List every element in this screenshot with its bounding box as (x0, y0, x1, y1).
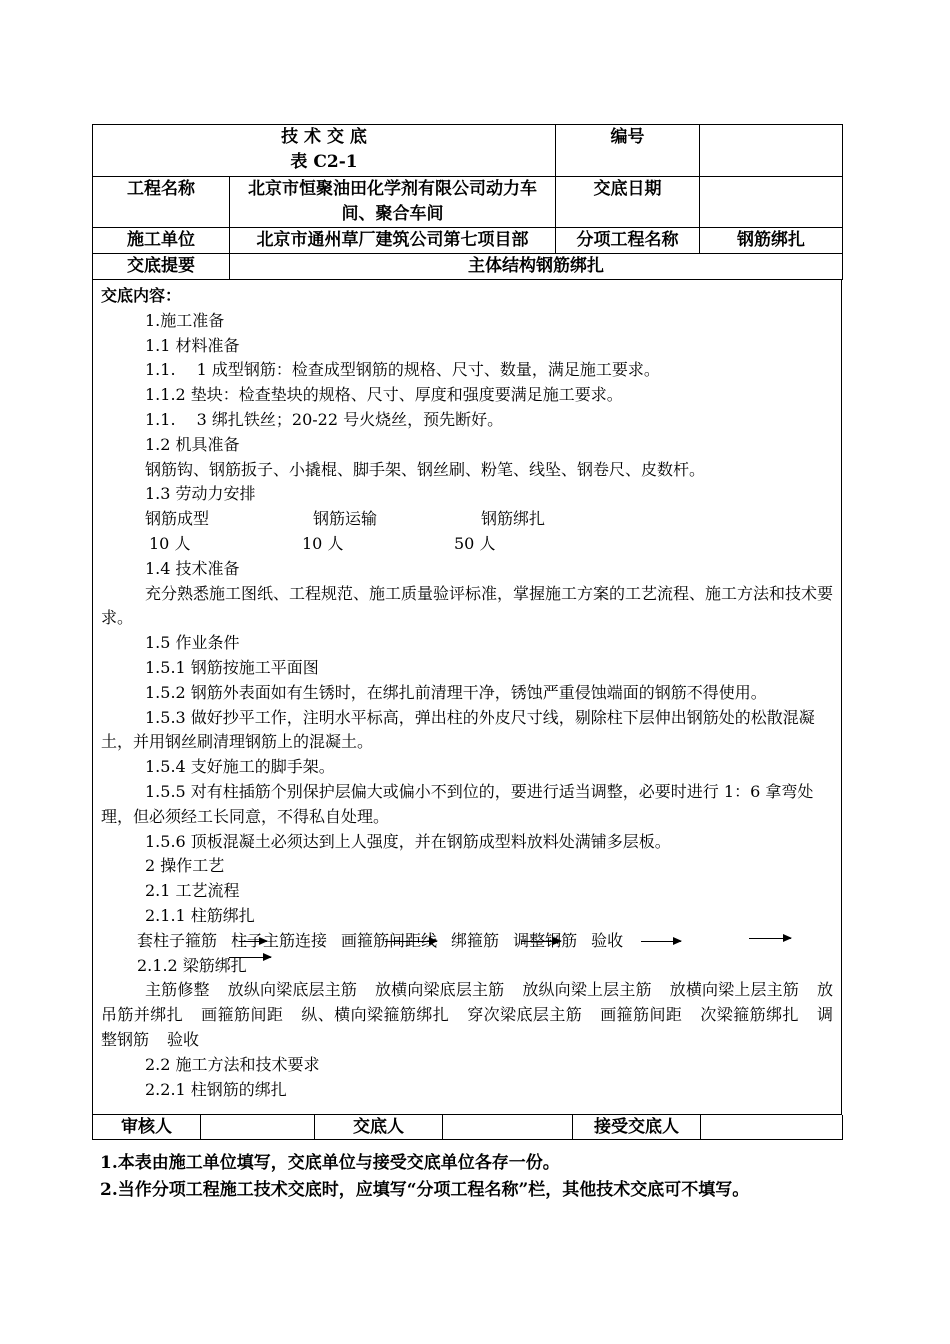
labor-count: 10 人 (302, 533, 344, 553)
content-line: 1.1.2 垫块：检查垫块的规格、尺寸、厚度和强度要满足施工要求。 (145, 385, 623, 405)
summary-label: 交底提要 (93, 254, 230, 280)
content-line: 2.2.1 柱钢筋的绑扎 (145, 1079, 287, 1099)
date-label: 交底日期 (556, 177, 700, 228)
arrow-right-icon (385, 941, 437, 942)
flow-step: 套柱子箍筋 (137, 930, 218, 950)
content-line: 1.3 劳动力安排 (145, 484, 256, 504)
project-name-label: 工程名称 (93, 177, 230, 228)
labor-role: 钢筋绑扎 (481, 509, 546, 529)
receiver-label: 接受交底人 (573, 1115, 701, 1140)
content-line: 2.1 工艺流程 (145, 881, 240, 901)
form-title-cell (93, 125, 556, 177)
content-line: 1.5.5 对有柱插筋个别保护层偏大或偏小不到位的，要进行适当调整，必要时进行 1：6 拿弯处理，但必须经工长同意，不得私自处理。 (101, 781, 814, 826)
form-number: 表 C2-1 (290, 152, 358, 172)
arrow-right-icon (239, 941, 267, 942)
content-line: 1.2 机具准备 (145, 434, 240, 454)
flow-step: 画箍筋间距 (600, 1005, 683, 1025)
flow-step: 验收 (591, 930, 624, 950)
flow-step: 放吊筋并绑扎 (101, 980, 833, 1025)
content-line: 1.1 材料准备 (145, 335, 240, 355)
arrow-right-icon (641, 941, 681, 942)
flow-step: 调整钢筋 (513, 930, 578, 950)
discloser-label: 交底人 (315, 1115, 443, 1140)
signature-table (92, 1115, 843, 1140)
flow-step: 放纵向梁上层主筋 (522, 980, 652, 1000)
column-flow (101, 929, 833, 954)
content-line: 充分熟悉施工图纸、工程规范、施工质量验评标准，掌握施工方案的工艺流程、施工方法和技术要求。 (101, 583, 834, 628)
disclosure-form (92, 124, 842, 1140)
discloser-value[interactable] (443, 1115, 573, 1140)
flow-step: 调整钢筋 (101, 1005, 833, 1049)
header-table (92, 124, 843, 280)
contractor-value: 北京市通州草厂建筑公司第七项目部 (230, 228, 556, 254)
flow-step: 放纵向梁底层主筋 (227, 980, 357, 1000)
flow-step: 放横向梁上层主筋 (669, 980, 799, 1000)
content-line: 1.1. 1 成型钢筋：检查成型钢筋的规格、尺寸、数量，满足施工要求。 (145, 360, 660, 380)
flow-step: 主筋修整 (145, 980, 210, 1000)
content-line: 1.5.4 支好施工的脚手架。 (145, 757, 335, 777)
content-line: 1.5.2 钢筋外表面如有生锈时，在绑扎前清理干净，锈蚀严重侵蚀端面的钢筋不得使用。 (145, 682, 767, 702)
content-line: 1.施工准备 (145, 310, 225, 330)
labor-count: 50 人 (454, 533, 496, 553)
flow-step: 柱子主筋连接 (231, 930, 328, 950)
content-line: 1.5.1 钢筋按施工平面图 (145, 657, 319, 677)
flow-step: 穿次梁底层主筋 (467, 1005, 583, 1025)
flow-step: 画箍筋间距线 (341, 930, 438, 950)
date-value[interactable] (700, 177, 843, 228)
content-line: 1.5.6 顶板混凝土必须达到上人强度，并在钢筋成型料放料处满铺多层板。 (145, 831, 671, 851)
labor-roles-row (101, 507, 833, 532)
content-label: 交底内容： (101, 286, 182, 305)
content-line: 2.1.1 柱筋绑扎 (145, 905, 255, 925)
subproject-value: 钢筋绑扎 (700, 228, 843, 254)
flow-step: 绑箍筋 (451, 930, 500, 950)
labor-counts-row (101, 532, 833, 557)
labor-role: 钢筋成型 (145, 509, 210, 529)
receiver-value[interactable] (701, 1115, 843, 1140)
content-line: 2 操作工艺 (145, 856, 225, 876)
content-line: 钢筋钩、钢筋扳子、小撬棍、脚手架、钢丝刷、粉笔、线坠、钢卷尺、皮数杆。 (145, 459, 706, 479)
content-line: 1.5 作业条件 (145, 633, 240, 653)
number-label: 编号 (556, 125, 700, 177)
flow-step: 画箍筋间距 (201, 1005, 284, 1025)
content-line: 1.4 技术准备 (145, 558, 240, 578)
form-title: 技 术 交 底 (281, 127, 367, 147)
flow-step: 纵、横向梁箍筋绑扎 (301, 1005, 450, 1025)
flow-step: 放横向梁底层主筋 (375, 980, 505, 1000)
disclosure-content (92, 280, 842, 1115)
content-line: 1.5.3 做好抄平工作，注明水平标高，弹出柱的外皮尺寸线，剔除柱下层伸出钢筋处的松散混凝土，并用钢丝刷清理钢筋上的混凝土。 (101, 707, 815, 752)
flow-step: 验收 (167, 1029, 200, 1049)
content-line: 2.2 施工方法和技术要求 (145, 1054, 320, 1074)
note-1: 1.本表由施工单位填写，交底单位与接受交底单位各存一份。 (100, 1153, 560, 1173)
reviewer-label: 审核人 (93, 1115, 201, 1140)
beam-flow (101, 978, 833, 1052)
reviewer-value[interactable] (201, 1115, 315, 1140)
subproject-label: 分项工程名称 (556, 228, 700, 254)
note-2: 2.当作分项工程施工技术交底时，应填写“分项工程名称”栏，其他技术交底可不填写。 (100, 1180, 750, 1200)
arrow-right-icon (521, 941, 561, 942)
summary-value: 主体结构钢筋绑扎 (230, 254, 843, 280)
arrow-right-icon (749, 938, 791, 939)
arrow-right-icon (229, 957, 271, 958)
labor-role: 钢筋运输 (313, 509, 378, 529)
flow-step: 次梁箍筋绑扎 (700, 1005, 799, 1025)
labor-count: 10 人 (149, 533, 191, 553)
project-name-value: 北京市恒聚油田化学剂有限公司动力车间、聚合车间 (230, 177, 556, 228)
number-value[interactable] (700, 125, 843, 177)
content-line: 1.1. 3 绑扎铁丝；20-22 号火烧丝，预先断好。 (145, 409, 504, 429)
content-line: 2.1.2 梁筋绑扎 (137, 955, 247, 975)
contractor-label: 施工单位 (93, 228, 230, 254)
form-notes (100, 1150, 749, 1204)
